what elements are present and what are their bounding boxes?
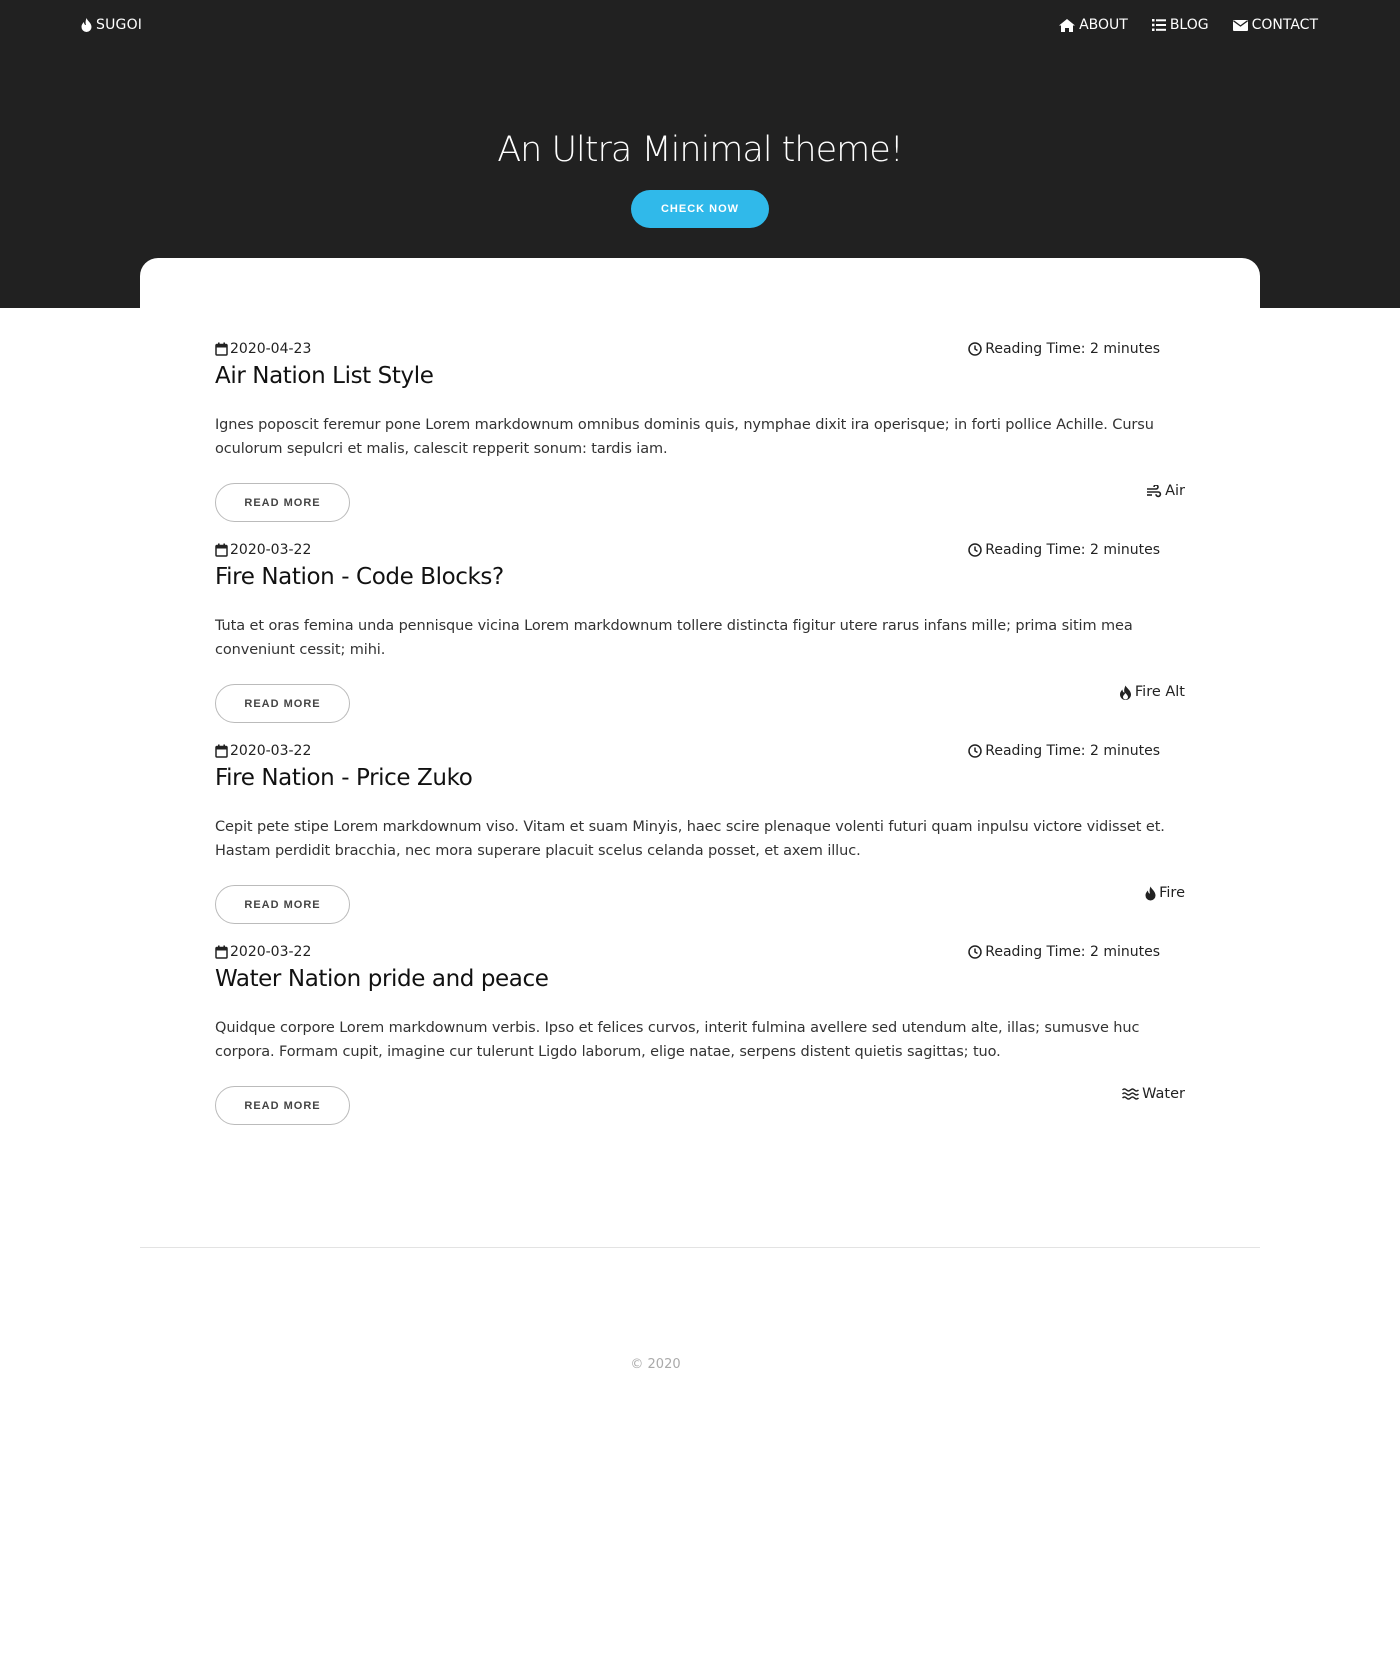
post-title[interactable]: Water Nation pride and peace <box>215 966 549 992</box>
post-item <box>215 341 1185 541</box>
reading-time <box>968 944 1160 960</box>
reading-time <box>968 743 1160 759</box>
calendar-icon <box>215 945 228 959</box>
reading-time-text: Reading Time: 2 minutes <box>985 743 1160 759</box>
reading-time-text: Reading Time: 2 minutes <box>985 341 1160 357</box>
post-excerpt: Cepit pete stipe Lorem markdownum viso. Vitam et suam Minyis, haec scire plenaque volenti futuri quam inpulsu victore vidisset et. Hastam perdidit bracchia, nec mora superare placuit scelus celanda posset, et axem illuc. <box>215 819 1165 859</box>
nav-about-label: ABOUT <box>1079 17 1128 33</box>
calendar-icon <box>215 342 228 356</box>
home-icon <box>1059 19 1075 32</box>
calendar-icon <box>215 744 228 758</box>
post-title[interactable]: Fire Nation - Code Blocks? <box>215 564 504 590</box>
post-item <box>215 542 1185 742</box>
post-tag-label: Air <box>1165 483 1185 499</box>
fire-alt-icon <box>1119 685 1132 700</box>
hero-title: An Ultra Minimal theme! <box>497 130 903 170</box>
envelope-icon <box>1233 20 1248 31</box>
reading-time <box>968 542 1160 558</box>
post-date-text: 2020-03-22 <box>230 542 312 558</box>
brand-label: SUGOI <box>96 17 143 33</box>
reading-time <box>968 341 1160 357</box>
fire-icon <box>81 18 92 32</box>
nav-about[interactable] <box>1059 16 1128 34</box>
check-now-button[interactable]: CHECK NOW <box>631 190 769 228</box>
post-date <box>215 944 311 960</box>
read-more-button[interactable]: READ MORE <box>215 885 350 924</box>
post-date-text: 2020-03-22 <box>230 944 312 960</box>
read-more-button[interactable]: READ MORE <box>215 483 350 522</box>
clock-icon <box>968 342 982 356</box>
brand-link[interactable] <box>81 16 142 34</box>
list-icon <box>1152 19 1166 31</box>
post-tag[interactable] <box>1119 684 1185 700</box>
water-icon <box>1122 1088 1139 1100</box>
reading-time-text: Reading Time: 2 minutes <box>985 944 1160 960</box>
post-tag[interactable] <box>1146 483 1185 499</box>
fire-icon <box>1145 886 1156 901</box>
nav-blog[interactable] <box>1152 16 1209 34</box>
post-excerpt: Quidque corpore Lorem markdownum verbis. Ipso et felices curvos, interit fulmina avellere sed utendum alte, illas; sumusve huc corpora. Formam cupit, imagine cur tulerunt Ligdo laborum, elige natae, serpens distent quietis sagittas; tuo. <box>215 1020 1140 1060</box>
post-excerpt: Tuta et oras femina unda pennisque vicina Lorem markdownum tollere distincta figitur utere rarus infans mille; prima sitim mea conveniunt cessit; mihi. <box>215 618 1133 658</box>
post-tag[interactable] <box>1122 1086 1185 1102</box>
post-excerpt: Ignes poposcit feremur pone Lorem markdownum omnibus dominis quis, nymphae dixit ira operisque; in forti pollice Achille. Cursu oculorum sepulcri et malis, calescit repperit sonum: tardis iam. <box>215 417 1154 457</box>
post-item <box>215 944 1185 1144</box>
wind-icon <box>1146 485 1162 498</box>
clock-icon <box>968 945 982 959</box>
clock-icon <box>968 744 982 758</box>
nav-contact[interactable] <box>1233 16 1318 34</box>
footer-divider <box>140 1247 1260 1248</box>
post-tag-label: Water <box>1142 1086 1185 1102</box>
post-date-text: 2020-03-22 <box>230 743 312 759</box>
reading-time-text: Reading Time: 2 minutes <box>985 542 1160 558</box>
calendar-icon <box>215 543 228 557</box>
footer-copyright: © 2020 <box>630 1357 681 1372</box>
post-title[interactable]: Air Nation List Style <box>215 363 434 389</box>
nav-blog-label: BLOG <box>1169 17 1209 33</box>
post-date <box>215 542 311 558</box>
read-more-button[interactable]: READ MORE <box>215 1086 350 1125</box>
post-tag[interactable] <box>1145 885 1185 901</box>
post-tag-label: Fire Alt <box>1134 684 1185 700</box>
read-more-button[interactable]: READ MORE <box>215 684 350 723</box>
clock-icon <box>968 543 982 557</box>
main-nav <box>1059 16 1318 34</box>
post-tag-label: Fire <box>1159 885 1185 901</box>
post-date <box>215 341 311 357</box>
post-date-text: 2020-04-23 <box>230 341 312 357</box>
post-item <box>215 743 1185 943</box>
post-date <box>215 743 311 759</box>
nav-contact-label: CONTACT <box>1251 17 1318 33</box>
post-title[interactable]: Fire Nation - Price Zuko <box>215 765 473 791</box>
